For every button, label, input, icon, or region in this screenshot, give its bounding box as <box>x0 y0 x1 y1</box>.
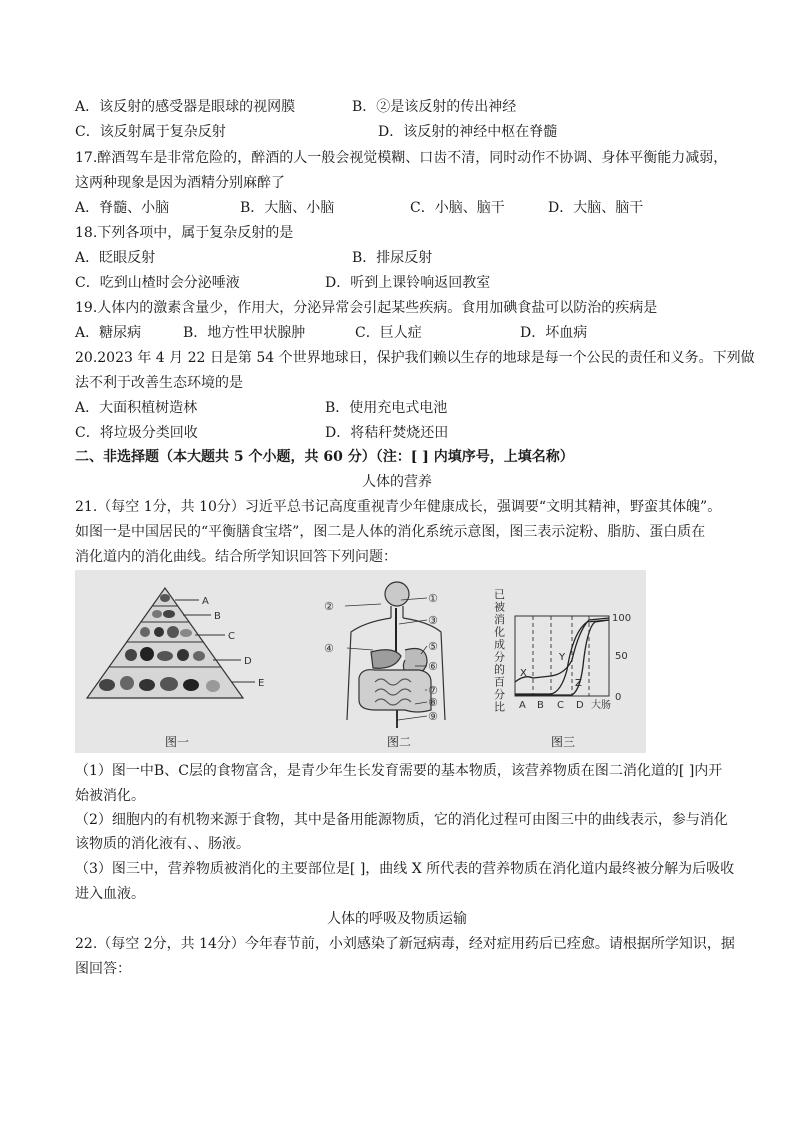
q19-option-d: D．坏血病 <box>520 325 588 341</box>
q17-option-d: D．大脑、脑干 <box>548 200 644 216</box>
q19-stem: 19.人体内的激素含量少，作用大，分泌异常会引起某些疾病。食用加碘食盐可以防治的疾病是 <box>75 300 658 316</box>
organ-label-9: ⑨ <box>428 710 438 723</box>
q19-option-b: B．地方性甲状腺肿 <box>183 325 306 341</box>
fig3-ytick-50: 50 <box>615 651 628 662</box>
q19-option-a: A．糖尿病 <box>75 325 142 341</box>
q21-part2-line2: 该物质的消化液有、、肠液。 <box>75 836 250 852</box>
pyramid-label-d: D <box>244 656 252 667</box>
q20-option-c: C．将垃圾分类回收 <box>75 425 198 441</box>
fig3-ylabel <box>494 588 505 714</box>
q20-option-d: D．将秸秆焚烧还田 <box>325 425 449 441</box>
q16-option-b: B．②是该反射的传出神经 <box>352 99 517 115</box>
fig3-xtick-b: B <box>537 700 544 711</box>
fig3-ytick-0: 0 <box>615 692 622 703</box>
q21-part3-line1: （3）图三中，营养物质被消化的主要部位是[ ]，曲线 X 所代表的营养物质在消化道内最终被分解为后吸收 <box>75 861 735 877</box>
organ-label-4: ④ <box>324 642 334 655</box>
q17-option-c: C．小脑、脑干 <box>410 200 505 216</box>
food-pyramid <box>87 588 264 698</box>
figure-panel <box>75 570 646 753</box>
fig2-caption: 图二 <box>387 735 412 749</box>
curve-label-x: X <box>520 668 527 679</box>
q16-option-d: D．该反射的神经中枢在脊髓 <box>378 124 558 140</box>
subtitle-respiration: 人体的呼吸及物质运输 <box>327 911 467 927</box>
pyramid-label-e: E <box>258 678 265 689</box>
fig3-ytick-100: 100 <box>612 613 632 624</box>
organ-label-6: ⑥ <box>428 660 438 673</box>
pyramid-label-c: C <box>228 631 235 642</box>
organ-label-2: ② <box>324 600 334 613</box>
fig3-xtick-c: C <box>557 700 564 711</box>
q20-option-b: B．使用充电式电池 <box>325 400 448 416</box>
section-title: 二、非选择题（本大题共 5 个小题，共 60 分）（注：[ ] 内填序号，上填名称） <box>75 449 574 465</box>
q22-intro-2: 图回答： <box>75 961 131 977</box>
organ-label-3: ③ <box>428 614 438 627</box>
q16-option-c: C．该反射属于复杂反射 <box>75 124 226 140</box>
q18-option-d: D．听到上课铃响返回教室 <box>325 275 491 291</box>
fig3-xtick-a: A <box>519 700 526 711</box>
q18-stem: 18.下列各项中，属于复杂反射的是 <box>75 225 294 241</box>
q17-option-b: B．大脑、小脑 <box>240 200 335 216</box>
fig3-caption: 图三 <box>551 735 576 749</box>
q20-stem: 20.2023 年 4 月 22 日是第 54 个世界地球日，保护我们赖以生存的地球是每一个公民的责任和义务。下列做 <box>75 350 755 366</box>
q17-option-a: A．脊髓、小脑 <box>75 200 170 216</box>
curve-x <box>515 618 609 682</box>
q21-part1-line1: （1）图一中B、C层的食物富含，是青少年生长发育需要的基本物质，该营养物质在图二消化道的[ ]内开 <box>75 763 723 779</box>
fig3-xtick-large-intestine: 大肠 <box>591 700 611 711</box>
q19-option-c: C．巨人症 <box>355 325 422 341</box>
fig3-xtick-d: D <box>576 700 584 711</box>
q21-intro-1: 21.（每空 1分，共 10分）习近平总书记高度重视青少年健康成长，强调要“文明其精神，野蛮其体魄”。 <box>75 499 722 515</box>
q18-option-c: C．吃到山楂时会分泌唾液 <box>75 275 240 291</box>
organ-label-1: ① <box>428 592 438 605</box>
q21-part3-line2: 进入血液。 <box>75 886 145 902</box>
curve-label-z: Z <box>575 678 582 689</box>
q17-stem-cont: 这两种现象是因为酒精分别麻醉了 <box>75 175 285 191</box>
pyramid-label-a: A <box>202 596 209 607</box>
q21-intro-2: 如图一是中国居民的“平衡膳食宝塔”，图二是人体的消化系统示意图，图三表示淀粉、脂肪、蛋白质在 <box>75 524 706 540</box>
subtitle-nutrition: 人体的营养 <box>362 474 432 490</box>
organ-label-8: ⑧ <box>428 696 438 709</box>
q20-option-a: A．大面积植树造林 <box>75 400 198 416</box>
q21-intro-3: 消化道内的消化曲线。结合所学知识回答下列问题： <box>75 549 397 565</box>
organ-label-5: ⑤ <box>428 640 438 653</box>
q17-stem: 17.醉酒驾车是非常危险的，醉酒的人一般会视觉模糊、口齿不清，同时动作不协调、身体平衡能力减弱， <box>75 150 728 166</box>
q18-option-b: B．排尿反射 <box>352 250 433 266</box>
q22-intro-1: 22.（每空 2分，共 14分）今年春节前，小刘感染了新冠病毒，经对症用药后已痊愈。请根据所学知识，据 <box>75 936 735 952</box>
pyramid-label-b: B <box>214 611 221 622</box>
q20-stem-cont: 法不利于改善生态环境的是 <box>75 375 243 391</box>
q18-option-a: A．眨眼反射 <box>75 250 156 266</box>
organ-label-7: ⑦ <box>428 684 438 697</box>
fig1-caption: 图一 <box>165 735 190 749</box>
q21-part1-line2: 始被消化。 <box>75 788 145 804</box>
q16-option-a: A．该反射的感受器是眼球的视网膜 <box>75 99 296 115</box>
svg-text:已被消化成分的百分比: 已被消化成分的百分比 <box>494 588 505 714</box>
q21-part2-line1: （2）细胞内的有机物来源于食物，其中是备用能源物质，它的消化过程可由图三中的曲线表示，参与消化 <box>75 812 728 828</box>
curve-label-y: Y <box>559 652 566 663</box>
